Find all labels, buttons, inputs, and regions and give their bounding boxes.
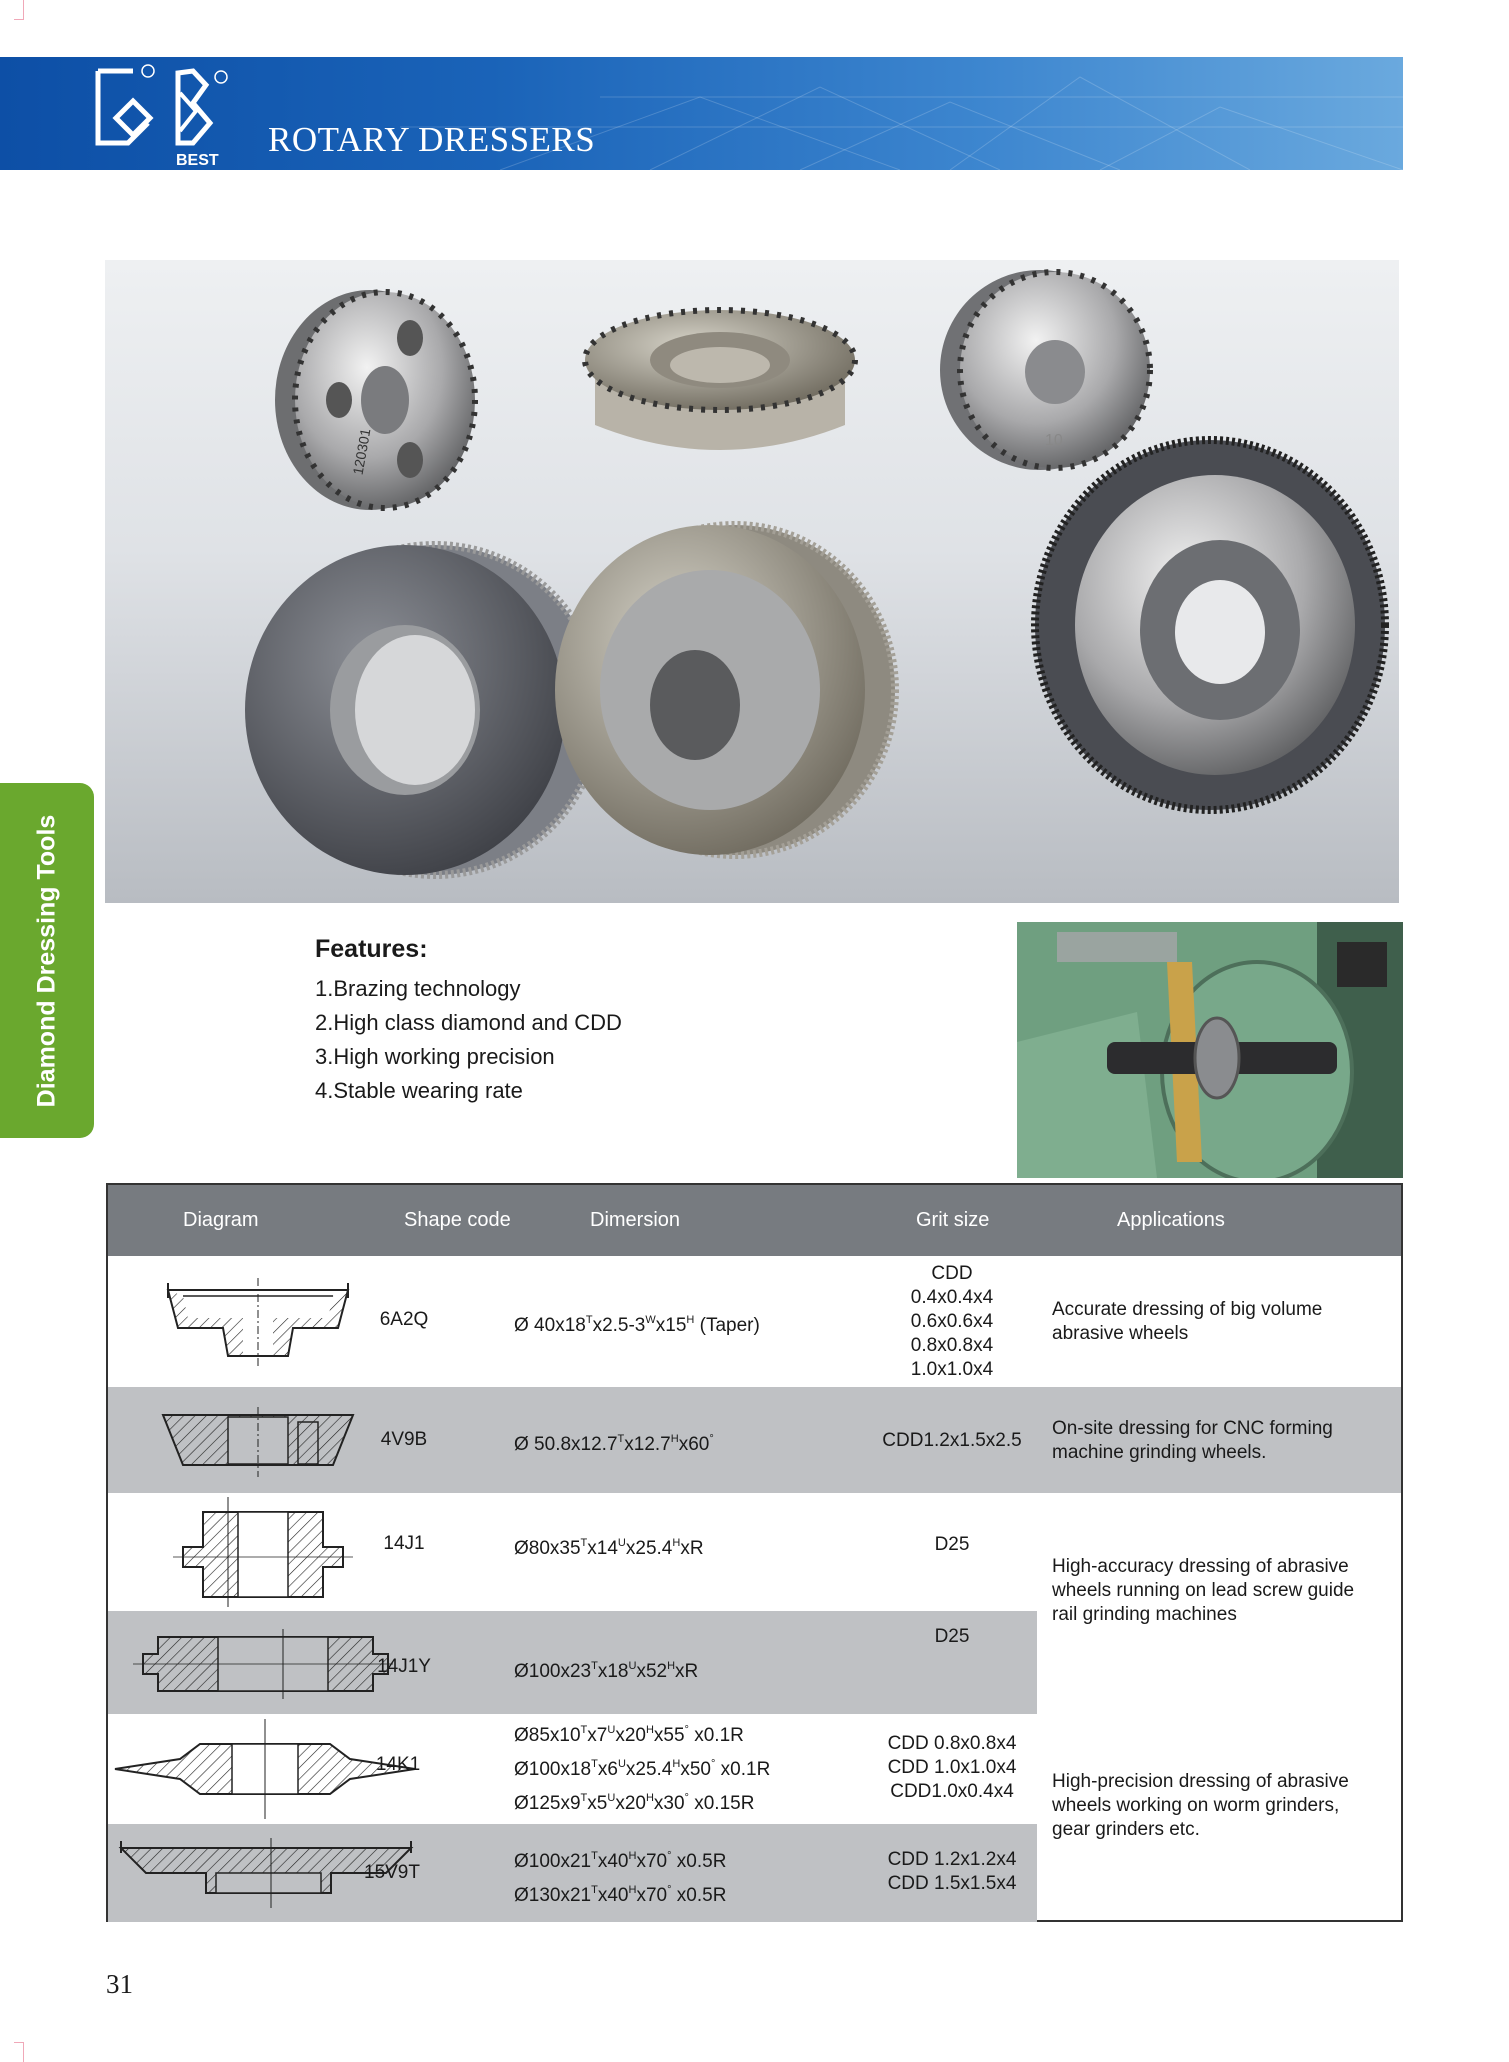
header-dimension: Dimersion bbox=[590, 1209, 681, 1231]
best-logo bbox=[88, 63, 238, 168]
grit-size: CDD1.2x1.5x2.5 bbox=[882, 1430, 1022, 1451]
dresser-wheel-6 bbox=[1035, 440, 1385, 810]
features-list bbox=[315, 972, 622, 1108]
table-header bbox=[108, 1185, 1401, 1256]
header-applications: Applications bbox=[1117, 1209, 1225, 1231]
dimension: $Ø100x23^Tx18^Ux52^HxR$ bbox=[514, 1660, 699, 1682]
grit-size: D25 bbox=[934, 1626, 970, 1647]
diagram-6a2q bbox=[158, 1278, 358, 1368]
diagram-4v9b bbox=[158, 1407, 358, 1477]
grit-size: D25 bbox=[934, 1534, 970, 1555]
page-title: ROTARY DRESSERS bbox=[268, 120, 596, 159]
wheel-mark-text: 120301 bbox=[349, 427, 374, 477]
brand-text: BEST bbox=[176, 152, 219, 168]
machine-photo bbox=[1017, 922, 1403, 1178]
feature-item: 1.Brazing technology bbox=[315, 976, 521, 1001]
application: High-accuracy dressing of abrasive wheels running on lead screw guide rail grinding machines bbox=[1052, 1556, 1355, 1625]
dimension: Ø $50.8x12.7^Tx12.7^Hx60^\circ$ bbox=[514, 1433, 714, 1455]
wheel-mark-text: 10 bbox=[1045, 432, 1063, 449]
header-banner bbox=[0, 57, 1403, 170]
grit-size: CDD 0.4x0.4x4 0.6x0.6x4 0.8x0.8x4 1.0x1.0x4 bbox=[910, 1263, 994, 1380]
dimension: Ø $40x18^Tx2.5-3^Wx15^H$ (Taper) bbox=[514, 1314, 760, 1336]
dimension: $Ø80x35^Tx14^Ux25.4^HxR$ bbox=[514, 1537, 704, 1559]
feature-item: 2.High class diamond and CDD bbox=[315, 1010, 622, 1035]
rotary-dressers-illustration bbox=[105, 260, 1399, 903]
dresser-wheel-3 bbox=[940, 270, 1150, 470]
crop-mark bbox=[14, 0, 24, 20]
dimension: $Ø85x10^Tx7^Ux20^Hx55^\circ$ x0.1R $Ø100x18^Tx6^Ux25.4^Hx50^\circ$ x0.1R $Ø125x9^Tx5^Ux20^Hx30^\circ$ x0.15R bbox=[514, 1724, 771, 1814]
table-row bbox=[108, 1824, 1037, 1922]
header-grit-size: Grit size bbox=[916, 1209, 990, 1231]
page-number: 31 bbox=[106, 1969, 133, 1999]
dresser-wheel-4 bbox=[245, 545, 600, 875]
dresser-wheel-2 bbox=[585, 310, 855, 450]
shape-code: 14J1Y bbox=[377, 1656, 431, 1677]
dimension: $Ø100x21^Tx40^Hx70^\circ$ x0.5R $Ø130x21^Tx40^Hx70^\circ$ x0.5R bbox=[514, 1850, 727, 1906]
grit-size: CDD 1.2x1.2x4 CDD 1.5x1.5x4 bbox=[887, 1849, 1017, 1894]
shape-code: 14J1 bbox=[383, 1533, 425, 1554]
product-photo-panel bbox=[105, 260, 1399, 903]
header-diagram: Diagram bbox=[183, 1209, 259, 1231]
feature-item: 3.High working precision bbox=[315, 1044, 555, 1069]
shape-code: 4V9B bbox=[380, 1429, 428, 1450]
features-block bbox=[315, 935, 622, 1108]
dresser-wheel-5 bbox=[555, 525, 895, 855]
crop-mark bbox=[14, 2042, 24, 2062]
diagram-14j1 bbox=[163, 1497, 363, 1607]
application: Accurate dressing of big volume abrasive wheels bbox=[1052, 1299, 1323, 1344]
grit-size: CDD 0.8x0.8x4 CDD 1.0x1.0x4 CDD1.0x0.4x4 bbox=[887, 1733, 1017, 1802]
application: On-site dressing for CNC forming machine grinding wheels. bbox=[1052, 1418, 1333, 1463]
feature-item: 4.Stable wearing rate bbox=[315, 1078, 523, 1103]
shape-code: 15V9T bbox=[364, 1862, 420, 1883]
table-row bbox=[108, 1256, 1401, 1387]
side-tab-label: Diamond Dressing Tools bbox=[32, 814, 61, 1107]
dresser-wheel-1 bbox=[275, 290, 475, 510]
header-shape-code: Shape code bbox=[404, 1209, 511, 1231]
machine-illustration bbox=[1017, 922, 1403, 1178]
product-table bbox=[106, 1183, 1403, 1922]
section-side-tab bbox=[0, 783, 94, 1138]
shape-code: 6A2Q bbox=[379, 1309, 429, 1330]
table-row bbox=[108, 1387, 1401, 1493]
features-heading: Features: bbox=[315, 935, 428, 963]
shape-code: 14K1 bbox=[375, 1754, 421, 1775]
application: High-precision dressing of abrasive wheels working on worm grinders, gear grinders etc. bbox=[1052, 1771, 1349, 1840]
